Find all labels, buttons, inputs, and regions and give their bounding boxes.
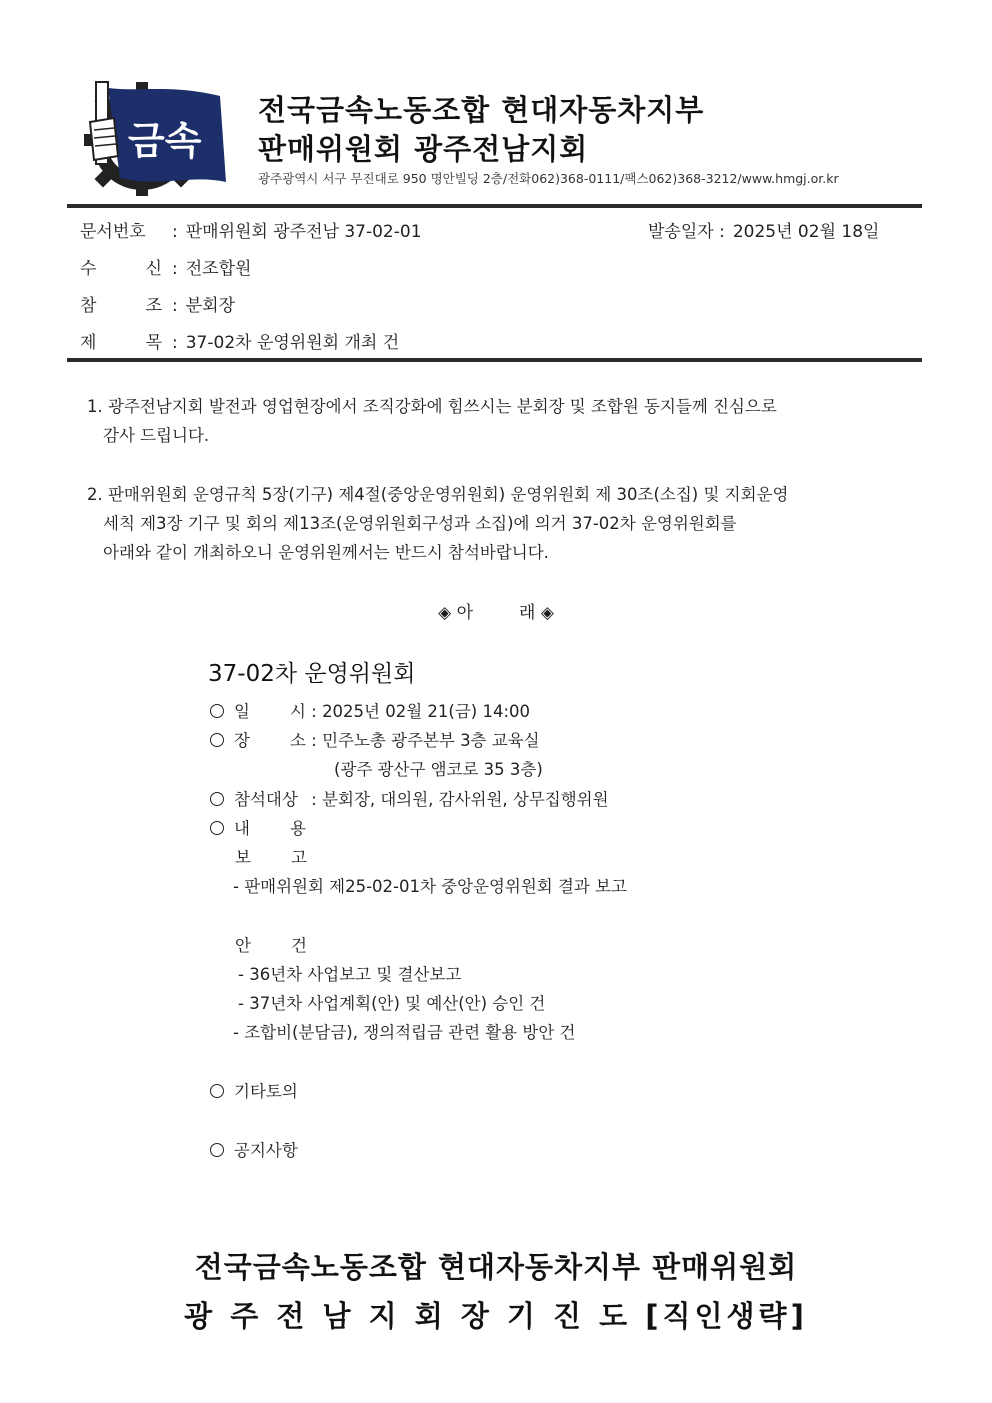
send-date-row: 발송일자 : 2025년 02월 18일 <box>648 222 880 242</box>
circle-bullet-icon <box>210 1143 224 1157</box>
report-label: 보 고 <box>235 848 307 867</box>
place-label: 장 소 <box>234 731 306 750</box>
place-detail: (광주 광산구 앰코로 35 3층) <box>334 760 543 779</box>
org-title-line2: 판매위원회 광주전남지회 <box>258 132 589 166</box>
meeting-title: 37-02차 운영위원회 <box>208 661 416 687</box>
ahrae-heading <box>0 598 992 623</box>
recipient-label: 수 신 <box>80 259 162 279</box>
org-address: 광주광역시 서구 무진대로 950 명안빌딩 2층/전화062)368-0111/팩스062)368-3212/www.hmgj.or.kr <box>258 171 839 186</box>
send-date-label: 발송일자 <box>648 222 714 242</box>
paragraph-1-line2: 감사 드립니다. <box>103 426 210 445</box>
footer-signatory: 광 주 전 남 지 회 장 기 진 도 [직인생략] <box>184 1299 808 1333</box>
footer-org: 전국금속노동조합 현대자동차지부 판매위원회 <box>194 1250 798 1284</box>
circle-bullet-icon <box>210 821 224 835</box>
agenda-label: 안 건 <box>235 936 307 955</box>
notice-item <box>210 1137 298 1161</box>
attendees-label: 참석대상 <box>234 790 298 809</box>
subject-value: 37-02차 운영위원회 개최 건 <box>185 333 400 353</box>
meta-divider <box>67 358 922 362</box>
circle-bullet-icon <box>210 733 224 747</box>
paragraph-1 <box>87 392 917 450</box>
recipient-value: 전조합원 <box>185 259 252 279</box>
subject-label: 제 목 <box>80 333 162 353</box>
header-divider <box>67 204 922 208</box>
content-label: 내 용 <box>234 819 306 838</box>
logo-text: 금속 <box>128 119 202 163</box>
send-date-value: 2025년 02월 18일 <box>732 222 880 242</box>
agenda-item: - 36년차 사업보고 및 결산보고 <box>238 965 462 984</box>
ahrae-right: 래 ◈ <box>519 603 554 623</box>
circle-bullet-icon <box>210 704 224 718</box>
paragraph-2-line3: 아래와 같이 개최하오니 운영위원께서는 반드시 참석바랍니다. <box>103 543 549 562</box>
recipient-row: 수 신 : 전조합원 <box>80 254 251 279</box>
union-logo <box>80 78 230 196</box>
paragraph-2-line1: 2. 판매위원회 운영규칙 5장(기구) 제4절(중앙운영위원회) 운영위원회 제 30조(소집) 및 지회운영 <box>87 485 789 504</box>
paragraph-1-line1: 1. 광주전남지회 발전과 영업현장에서 조직강화에 힘쓰시는 분회장 및 조합원 동지들께 진심으로 <box>87 397 777 416</box>
doc-number-row: 문서번호 : 판매위원회 광주전남 37-02-01 <box>80 217 422 242</box>
other-item <box>210 1078 298 1102</box>
agenda-item: - 37년차 사업계획(안) 및 예산(안) 승인 건 <box>238 994 546 1013</box>
subject-row: 제 목 : 37-02차 운영위원회 개최 건 <box>80 328 399 353</box>
content-item <box>210 815 306 839</box>
report-item: - 판매위원회 제25-02-01차 중앙운영위원회 결과 보고 <box>233 877 627 896</box>
paragraph-2-line2: 세칙 제3장 기구 및 회의 제13조(운영위원회구성과 소집)에 의거 37-02차 운영위원회를 <box>103 514 737 533</box>
agenda-item: - 조합비(분담금), 쟁의적립금 관련 활용 방안 건 <box>233 1023 576 1042</box>
attendees-value: 분회장, 대의원, 감사위원, 상무집행위원 <box>322 790 609 809</box>
place-value: 민주노총 광주본부 3층 교육실 <box>322 731 540 750</box>
ahrae-left: ◈ 아 <box>438 603 473 623</box>
circle-bullet-icon <box>210 1084 224 1098</box>
doc-number-label: 문서번호 <box>80 222 146 242</box>
attendees-item: 참석대상 : 분회장, 대의원, 감사위원, 상무집행위원 <box>210 786 609 810</box>
cc-value: 분회장 <box>185 296 236 316</box>
doc-number-value: 판매위원회 광주전남 37-02-01 <box>185 222 422 242</box>
datetime-value: 2025년 02월 21(금) 14:00 <box>322 702 531 721</box>
place-item: 장 소 : 민주노총 광주본부 3층 교육실 <box>210 727 540 751</box>
org-title-line1: 전국금속노동조합 현대자동차지부 <box>258 93 705 127</box>
datetime-item: 일 시 : 2025년 02월 21(금) 14:00 <box>210 698 530 722</box>
other-label: 기타토의 <box>234 1082 298 1101</box>
notice-label: 공지사항 <box>234 1141 298 1160</box>
datetime-label: 일 시 <box>234 702 306 721</box>
circle-bullet-icon <box>210 792 224 806</box>
cc-label: 참 조 <box>80 296 162 316</box>
cc-row: 참 조 : 분회장 <box>80 291 235 316</box>
paragraph-2 <box>87 480 917 567</box>
